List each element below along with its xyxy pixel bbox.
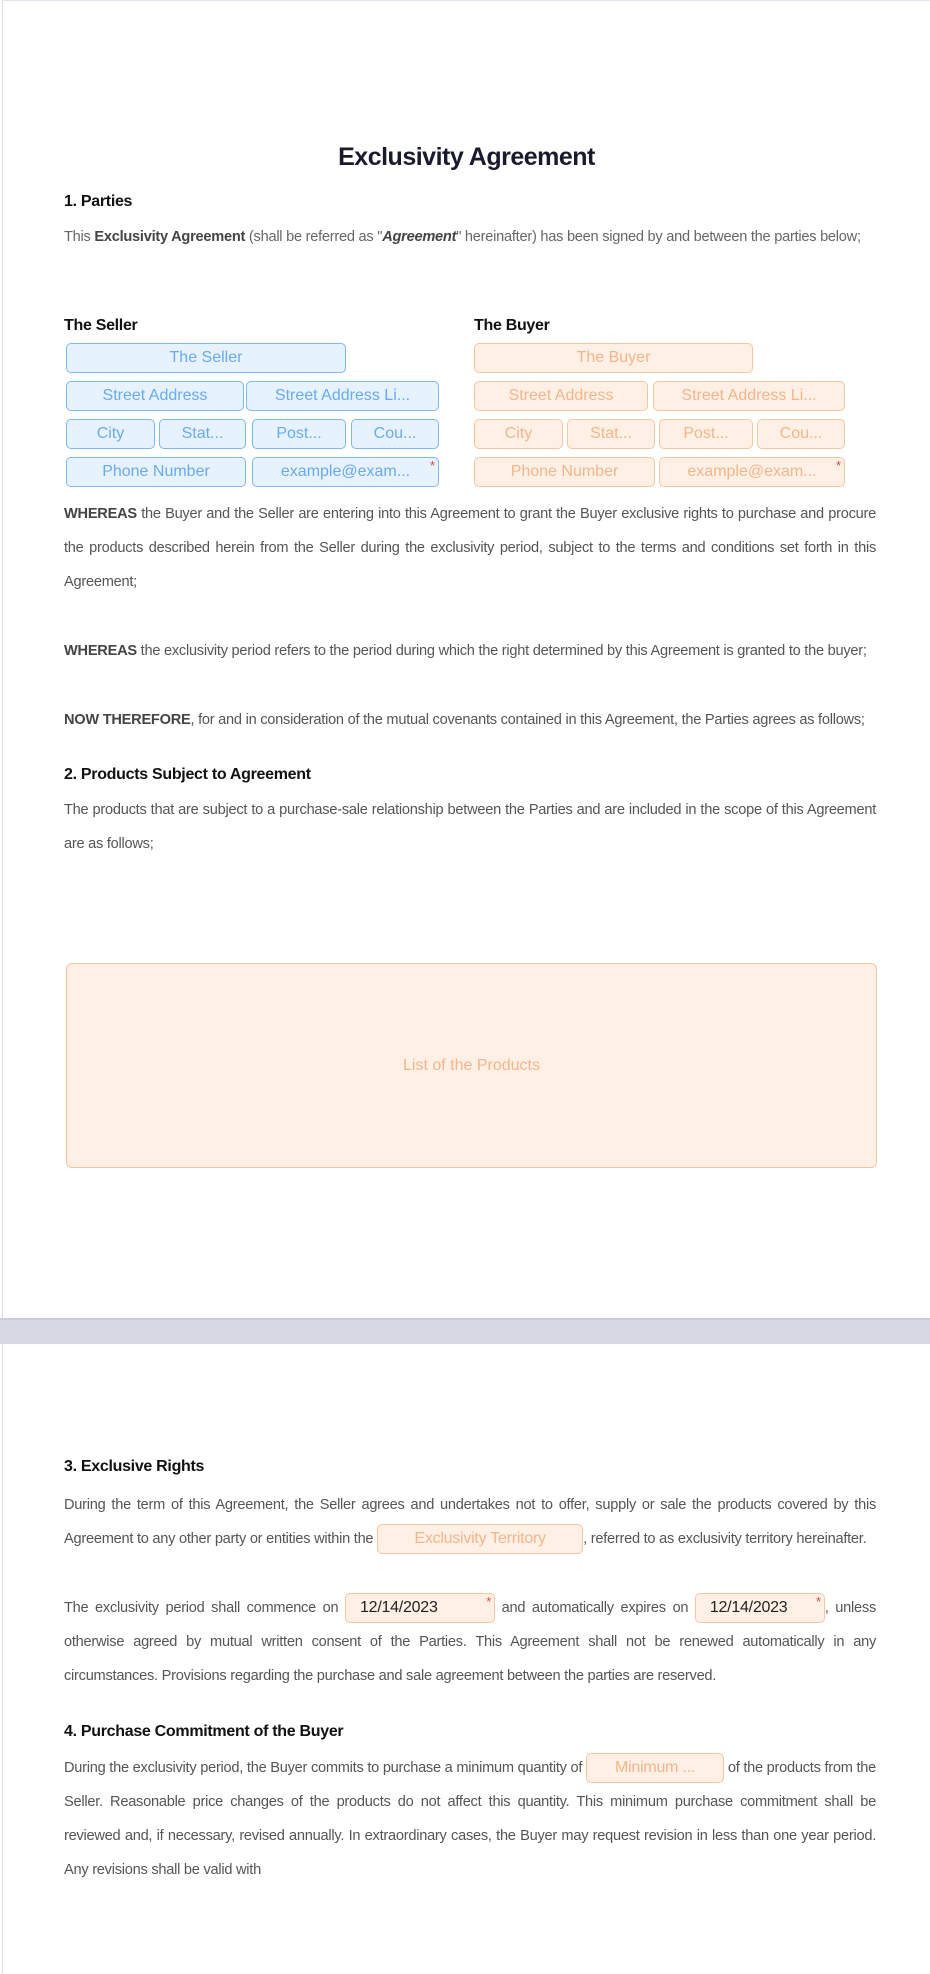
- start-date-field[interactable]: 12/14/2023 *: [345, 1593, 495, 1623]
- parties-intro: This Exclusivity Agreement (shall be referred as "Agreement" hereinafter) has been signed by and between the parties below;: [64, 229, 861, 245]
- buyer-name-field[interactable]: The Buyer: [474, 343, 753, 373]
- seller-state-field[interactable]: Stat...: [159, 419, 246, 449]
- exclusive-rights-paragraph-2: The exclusivity period shall commence on 12/14/2023 * and automatically expires on 12/14/2023 * , unless otherwise agreed by mutual written consent of the Parties. This Agreement shall not be renewed automatically in any circumstances. Provisions regarding the purchase and sale agreement between the parties are reserved.: [64, 1591, 876, 1693]
- buyer-street2-field[interactable]: Street Address Li...: [653, 381, 845, 411]
- minimum-quantity-field[interactable]: Minimum ...: [586, 1753, 724, 1783]
- seller-label: The Seller: [64, 317, 138, 334]
- buyer-state-field[interactable]: Stat...: [567, 419, 655, 449]
- seller-email-field[interactable]: example@exam... *: [252, 457, 439, 487]
- exclusive-rights-paragraph-1: During the term of this Agreement, the Seller agrees and undertakes not to offer, supply or sale the products covered by this Agreement to any other party or entities within the Exclusivity Territory , referred to as exclusivity territory hereinafter.: [64, 1488, 876, 1556]
- buyer-street-field[interactable]: Street Address: [474, 381, 648, 411]
- section-3-heading: 3. Exclusive Rights: [64, 1458, 205, 1475]
- products-placeholder: List of the Products: [403, 1056, 540, 1074]
- now-therefore-paragraph: NOW THEREFORE, for and in consideration of the mutual covenants contained in this Agreement, the Parties agrees as follows;: [64, 712, 865, 728]
- exclusivity-territory-field[interactable]: Exclusivity Territory: [377, 1524, 583, 1554]
- products-paragraph: The products that are subject to a purchase-sale relationship between the Parties and are included in the scope of this Agreement are as follows;: [64, 802, 876, 852]
- seller-street-field[interactable]: Street Address: [66, 381, 244, 411]
- whereas-paragraph-2: WHEREAS the exclusivity period refers to the period during which the right determined by this Agreement is granted to the buyer;: [64, 643, 867, 659]
- seller-country-field[interactable]: Cou...: [351, 419, 439, 449]
- buyer-city-field[interactable]: City: [474, 419, 563, 449]
- section-4-heading: 4. Purchase Commitment of the Buyer: [64, 1723, 344, 1740]
- document-title: Exclusivity Agreement: [338, 143, 595, 171]
- whereas-paragraph-1: WHEREAS the Buyer and the Seller are entering into this Agreement to grant the Buyer exclusive rights to purchase and procure the products described herein from the Seller during the exclusivity period, subject to the terms and conditions set forth in this Agreement;: [64, 506, 876, 590]
- document-page-2: [2, 1344, 930, 1974]
- seller-postal-field[interactable]: Post...: [252, 419, 346, 449]
- seller-street2-field[interactable]: Street Address Li...: [246, 381, 439, 411]
- buyer-label: The Buyer: [474, 317, 550, 334]
- buyer-country-field[interactable]: Cou...: [757, 419, 845, 449]
- purchase-commitment-paragraph: During the exclusivity period, the Buyer commits to purchase a minimum quantity of Minimum ... of the products from the Seller. Reasonable price changes of the products do not affect this quantity. This minimum purchase commitment shall be reviewed and, if necessary, revised annually. In extraordinary cases, the Buyer may request revision in less than one year period. Any revisions shall be valid with: [64, 1751, 876, 1887]
- seller-city-field[interactable]: City: [66, 419, 155, 449]
- page-separator: [0, 1318, 930, 1344]
- buyer-email-field[interactable]: example@exam... *: [659, 457, 845, 487]
- seller-name-field[interactable]: The Seller: [66, 343, 346, 373]
- buyer-phone-field[interactable]: Phone Number: [474, 457, 655, 487]
- section-1-heading: 1. Parties: [64, 193, 133, 210]
- buyer-postal-field[interactable]: Post...: [659, 419, 753, 449]
- seller-phone-field[interactable]: Phone Number: [66, 457, 246, 487]
- section-2-heading: 2. Products Subject to Agreement: [64, 766, 311, 783]
- document-page-1: [2, 0, 930, 1318]
- products-list-field[interactable]: [66, 963, 877, 1168]
- end-date-field[interactable]: 12/14/2023 *: [695, 1593, 825, 1623]
